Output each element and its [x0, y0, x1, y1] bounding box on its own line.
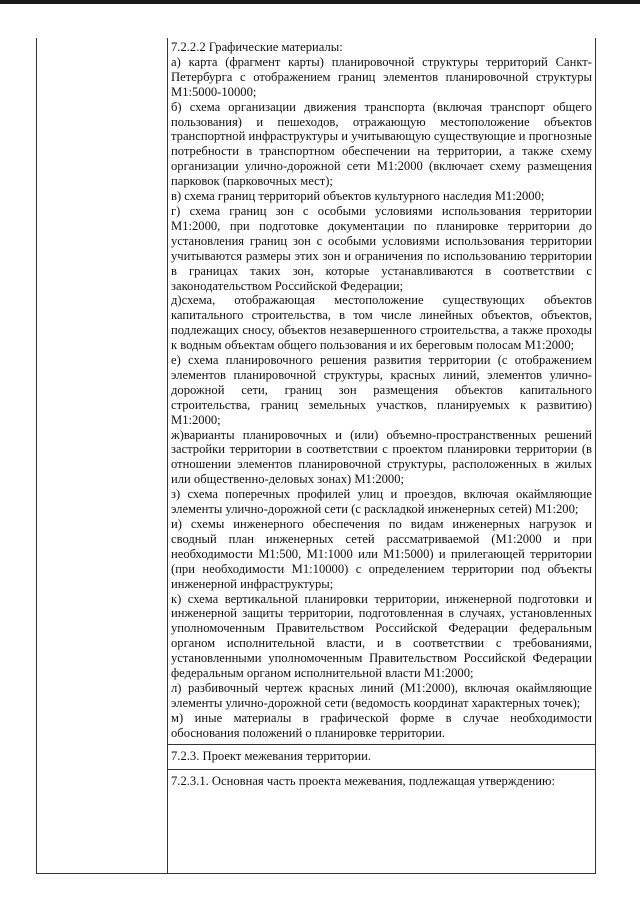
section-7-2-3-1-cell: [168, 769, 595, 874]
item-i: и) схемы инженерного обеспечения по видам инженерных нагрузок и сводный план инженерных сетей рассматриваемой (М1:2000 и при необходимости М1:500, М1:1000 или М1:5000) и прилегающей территории (при необходимости М1:10000) с определением территории под объекты инженерной инфраструктуры;: [171, 517, 592, 591]
graphic-materials-cell: [168, 38, 595, 744]
item-a: а) карта (фрагмент карты) планировочной структуры территорий Санкт-Петербурга с отображением границ элементов планировочной структуры М1:5000-10000;: [171, 54, 592, 99]
item-e: е) схема планировочного решения развития территории (с отображением элементов планировочной структуры, красных линий, элементов улично-дорожной сети, границ зон размещения объектов капитального строительства, границ земельных участков, планируемых к развитию) М1:2000;: [171, 353, 592, 427]
item-l: л) разбивочный чертеж красных линий (М1:2000), включая окаймляющие элементы улично-дорожной сети (ведомость координат характерных точек);: [171, 680, 592, 710]
section-heading-7-2-3: 7.2.3. Проект межевания территории.: [171, 748, 371, 763]
section-7-2-3-cell: [168, 744, 595, 769]
section-heading-7-2-3-1: 7.2.3.1. Основная часть проекта межевания, подлежащая утверждению:: [171, 773, 555, 788]
item-v: в) схема границ территорий объектов культурного наследия М1:2000;: [171, 189, 545, 204]
item-zh: ж)варианты планировочных и (или) объемно-пространственных решений застройки территории в соответствии с проектом планировки территории (в отношении элементов планировочной структуры, расположенных в жилых или общественно-деловых зонах) М1:2000;: [171, 427, 592, 487]
top-border-line: [0, 0, 640, 4]
item-z: з) схема поперечных профилей улиц и проездов, включая окаймляющие элементы улично-дорожной сети (с раскладкой инженерных сетей) М1:200;: [171, 487, 592, 517]
right-column: [168, 38, 595, 873]
document-table: [36, 38, 596, 874]
section-heading-7-2-2-2: 7.2.2.2 Графические материалы:: [171, 40, 343, 54]
item-g: г) схема границ зон с особыми условиями использования территории М1:2000, при подготовке документации по планировке территории до установления границ зон с особыми условиями использования территории учитываются размеры этих зон и ограничения по использованию территории в границах таких зон, которые устанавливаются в соответствии с законодательством Российской Федерации;: [171, 203, 592, 293]
item-d: д)схема, отображающая местоположение существующих объектов капитального строительства, в том числе линейных объектов, объектов, подлежащих сносу, объектов незавершенного строительства, а также проходы к водным объектам общего пользования и их береговым полосам М1:2000;: [171, 293, 592, 353]
left-column-empty: [37, 38, 168, 873]
item-b: б) схема организации движения транспорта (включая транспорт общего пользования) и пешеходов, отражающую местоположение объектов транспортной инфраструктуры и учитывающую существующие и прогнозные потребности в транспортном обеспечении на территории, а также схему организации улично-дорожной сети М1:2000 (включает схему размещения парковок (парковочных мест);: [171, 99, 592, 189]
item-k: к) схема вертикальной планировки территории, инженерной подготовки и инженерной защиты территории, подготовленная в случаях, установленных уполномоченным Правительством Российской Федерации федеральным органом исполнительной власти, и в соответствии с требованиями, установленными уполномоченным Правительством Российской Федерации федеральным органом исполнительной власти М1:2000;: [171, 591, 592, 681]
item-m: м) иные материалы в графической форме в случае необходимости обоснования положений о планировке территории.: [171, 710, 592, 740]
